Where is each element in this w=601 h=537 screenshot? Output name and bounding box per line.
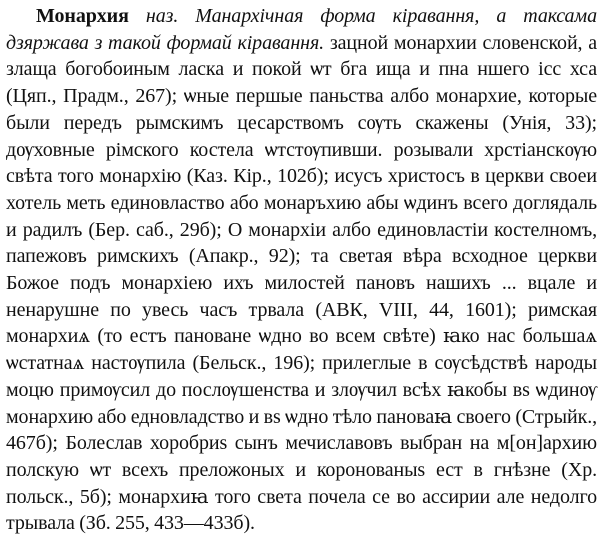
dictionary-entry <box>6 3 597 537</box>
entry-citations: зацной монархии словенской, а злаща богобоиным ласка и покой ѡт бга ища и пна ншего ісс хса (Цяп., Прадм., 267); ѡные першые паньства албо монархие, которые были передъ рымскимъ цесарствомъ сѹть скажены (Унія, 33); дѹховные рімского костела ѡтстѹпивши. розывали хрстіанскѹю свѣта того монархію (Каз. Кір., 102б); исусъ христосъ в церкви своеи хотель меть единовластво або монаръхию абы ѡдинъ всего доглядаль и радилъ (Бер. саб., 29б); О монархіи албо единовластіи костелномъ, папежовъ римскихъ (Апакр., 92); та светая вѣра всходное церкви Божое подъ монархіею ихъ милостей пановъ нашихъ ... вцале и ненарушне по увесь часъ трвала (АВК, VIII, 44, 1601); римская монархиѧ (то естъ пановане ѡдно во всем свѣте) ꙗко нас большаѧ ѡстатнаѧ настѹпила (Бельск., 196); прилеглые в сѹсѣдствѣ народы моцю примѹсил до послѹшенства и злѹчил всѣх ꙗкобы вs ѡдинѹ монархию або едновладство и вs ѡдно тѣло пановаꙗ своего (Стрыйк., 467б); Болеслав хоробриs сынъ мечиславовъ выбран на м[он]архию полскую ѡт всехъ преложоных и коронованыs ест в гнѣзне (Хр. польск., 5б); монархиꙗ того света почела се во ассирии але недолго трывала (Зб. 255, 433—433б). <box>6 31 597 535</box>
entry-headword: Монархия <box>36 5 129 27</box>
entry-part-of-speech: наз. <box>145 5 179 27</box>
entry-definition: Манархічная форма кіравання, а таксама дзяржава з такой формай кіравання. <box>6 5 597 54</box>
